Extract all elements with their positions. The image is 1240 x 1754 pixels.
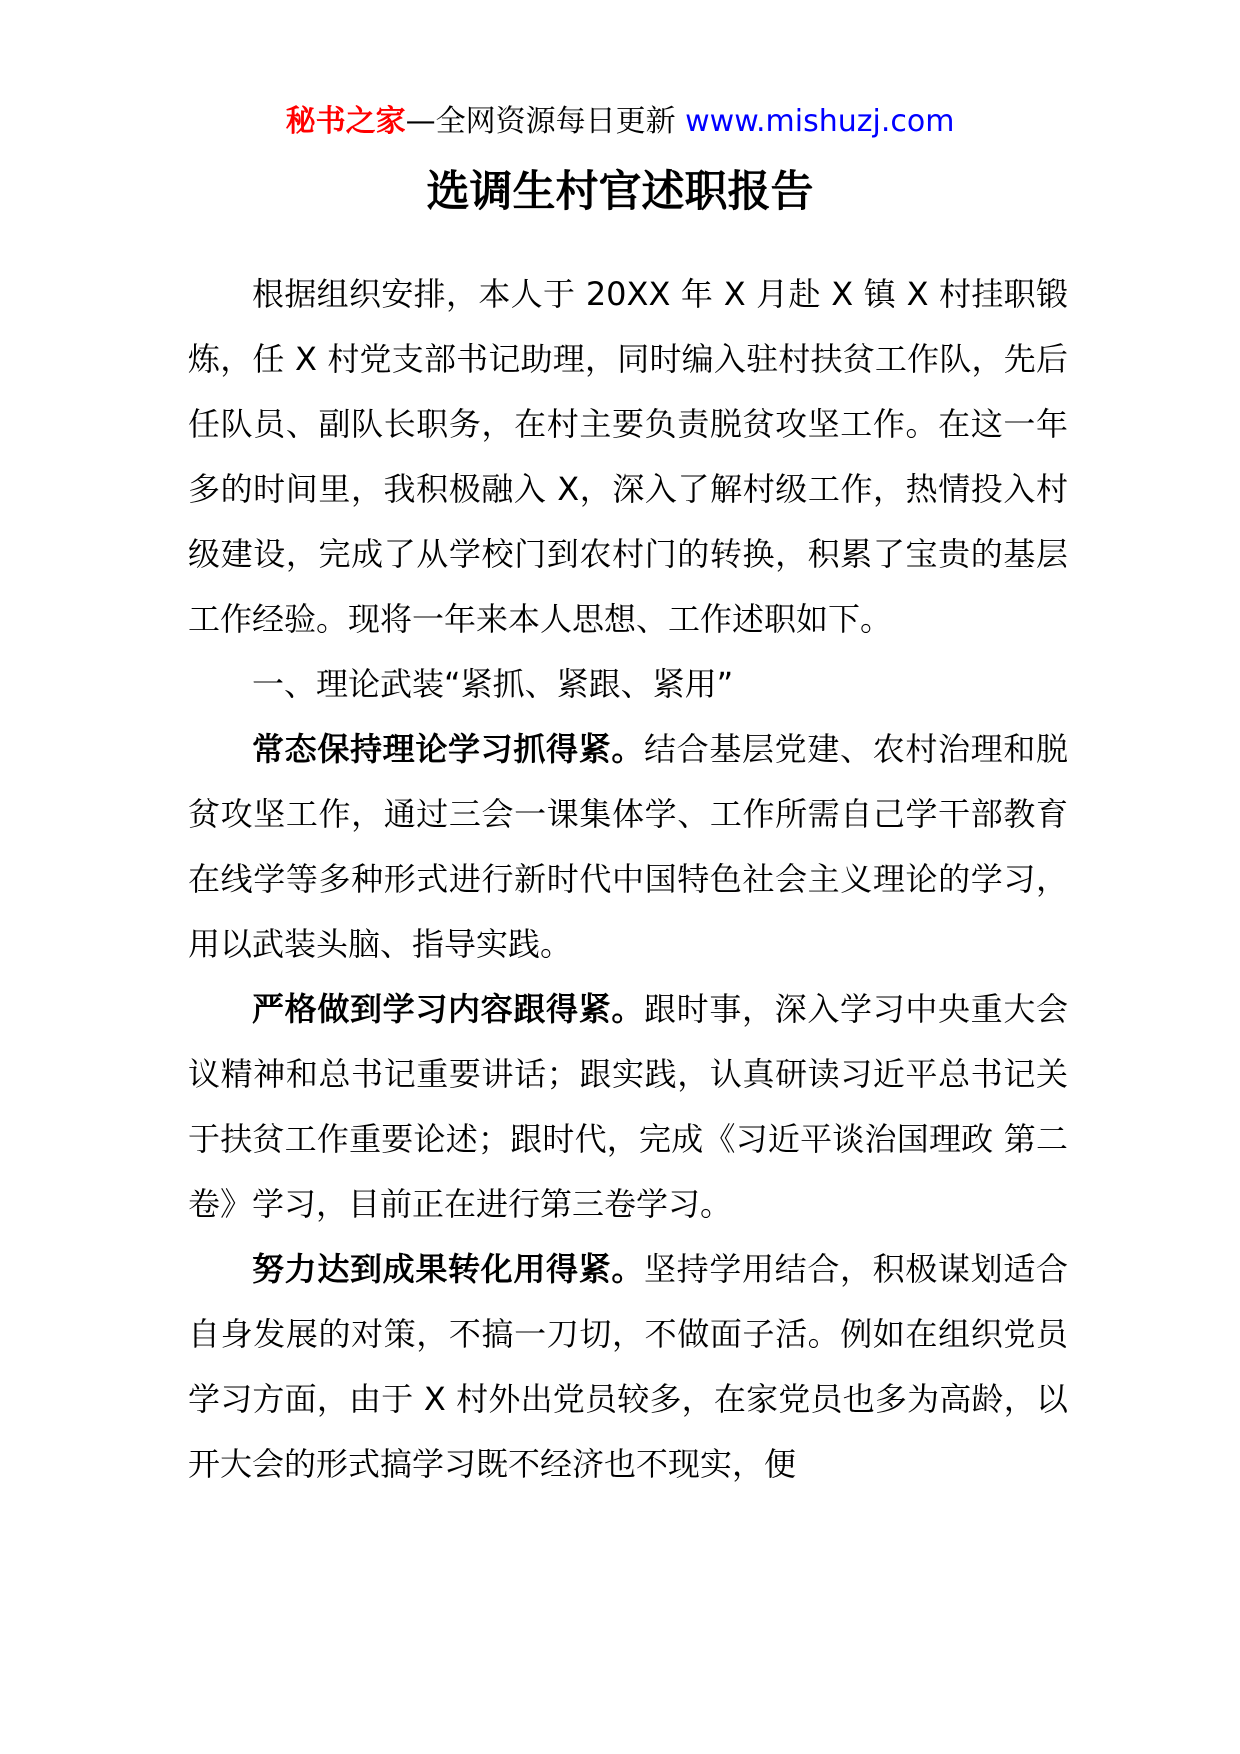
paragraph-text: 坚持学用结合，积极谋划适合自身发展的对策，不搞一刀切，不做面子活。例如在组织党员学习方面，由于 X 村外出党员较多，在家党员也多为高龄，以开大会的形式搞学习既不经济也不现实，便: [188, 1250, 1068, 1483]
paragraph-lead: 严格做到学习内容跟得紧。: [252, 990, 644, 1028]
document-title: 选调生村官述职报告: [426, 167, 814, 217]
site-name: 秘书之家: [285, 104, 406, 139]
intro-paragraph: 根据组织安排，本人于 20XX 年 X 月赴 X 镇 X 村挂职锻炼，任 X 村党支部书记助理，同时编入驻村扶贫工作队，先后任队员、副队长职务，在村主要负责脱贫攻坚工作。在这一年多的时间里，我积极融入 X，深入了解村级工作，热情投入村级建设，完成了从学校门到农村门的转换，积累了宝贵的基层工作经验。现将一年来本人思想、工作述职如下。: [188, 275, 1068, 638]
site-slogan: —全网资源每日更新: [405, 104, 676, 139]
paragraph-results: [188, 1237, 1068, 1497]
paragraph-lead: 常态保持理论学习抓得紧。: [252, 730, 644, 768]
paragraph-study: [188, 717, 1068, 977]
section-heading: 一、理论武装“紧抓、紧跟、紧用”: [252, 665, 734, 703]
paragraph-content: [188, 977, 1068, 1237]
site-header: [0, 100, 1240, 144]
document-body: [188, 262, 1068, 1497]
paragraph-text: 跟时事，深入学习中央重大会议精神和总书记重要讲话；跟实践，认真研读习近平总书记关于扶贫工作重要论述；跟时代，完成《习近平谈治国理政 第二卷》学习，目前正在进行第三卷学习。: [188, 990, 1068, 1223]
paragraph-lead: 努力达到成果转化用得紧。: [252, 1250, 644, 1288]
paragraph-text: 结合基层党建、农村治理和脱贫攻坚工作，通过三会一课集体学、工作所需自己学干部教育在线学等多种形式进行新时代中国特色社会主义理论的学习，用以武装头脑、指导实践。: [188, 730, 1068, 963]
site-url-link[interactable]: www.mishuzj.com: [685, 104, 955, 139]
